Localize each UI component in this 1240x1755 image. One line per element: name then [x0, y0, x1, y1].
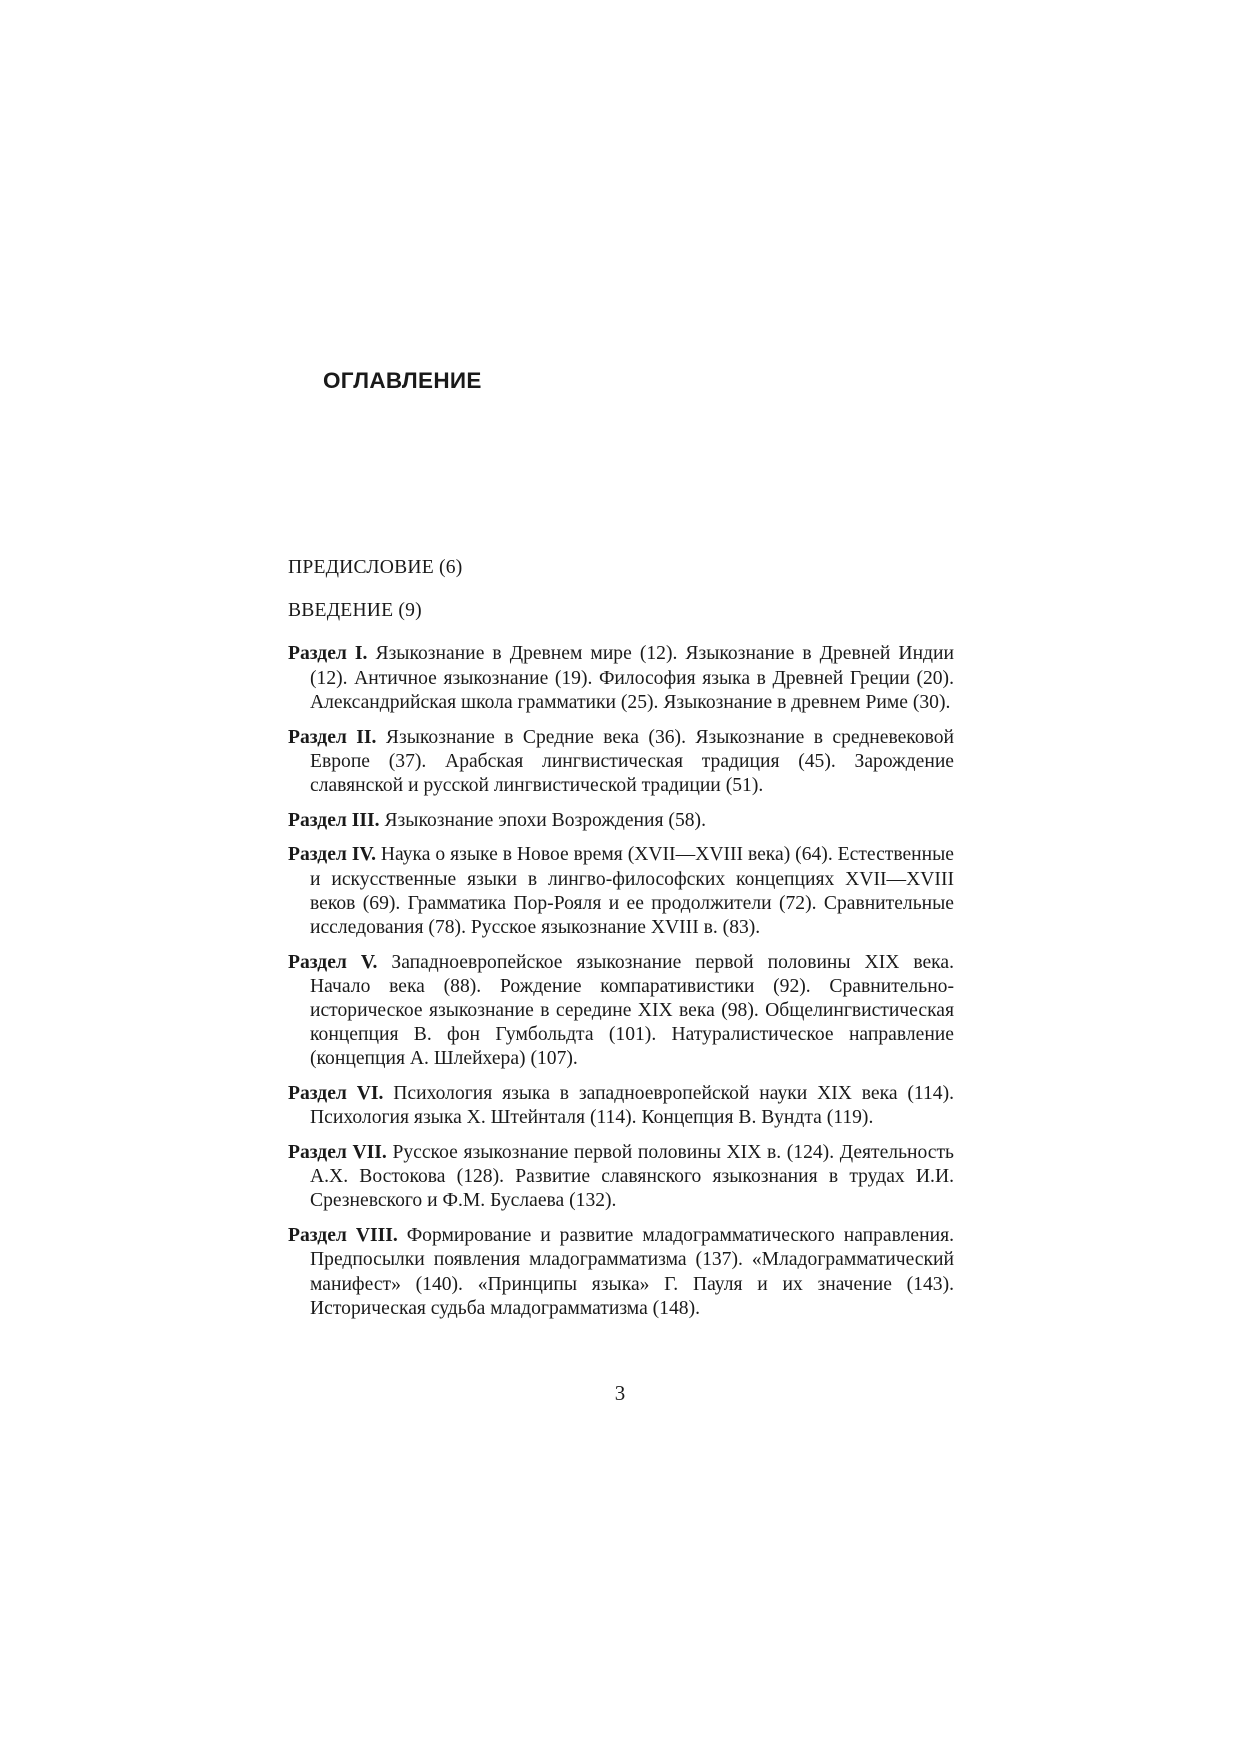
toc-section-3: [288, 809, 954, 833]
section-label: Раздел I.: [288, 643, 368, 665]
section-text: Языкознание в Древнем мире (12). Языкознание в Древней Индии (12). Античное языкознание (19). Философия языка в Древней Греции (20). Александрийская школа грамматики (25). Языкознание в древнем Риме (30).: [310, 643, 955, 713]
section-label: Раздел III.: [288, 809, 380, 831]
section-text: Наука о языке в Новое время (XVII—XVIII века) (64). Естественные и искусственные языки в лингво-философских концепциях XVII—XVIII веков (69). Грамматика Пор-Рояля и ее продолжители (72). Сравнительные исследования (78). Русское языкознание XVIII в. (83).: [310, 844, 954, 938]
page-number: 3: [614, 1381, 626, 1405]
section-label: Раздел II.: [288, 726, 377, 748]
section-text: Психология языка в западноевропейской науки XIX века (114). Психология языка Х. Штейнталя (114). Концепция В. Вундта (119).: [310, 1083, 954, 1129]
section-label: Раздел IV.: [288, 844, 376, 866]
toc-section-2: [288, 726, 954, 799]
toc-section-6: [288, 1082, 954, 1130]
section-label: Раздел VII.: [288, 1142, 387, 1164]
toc-section-1: [288, 642, 954, 715]
section-label: Раздел VI.: [288, 1083, 384, 1105]
section-text: Языкознание эпохи Возрождения (58).: [384, 809, 706, 831]
section-text: Языкознание в Средние века (36). Языкознание в средневековой Европе (37). Арабская лингвистическая традиция (45). Зарождение славянской и русской лингвистической традиции (51).: [310, 726, 955, 796]
section-text: Западноевропейское языкознание первой половины XIX века. Начало века (88). Рождение компаративистики (92). Сравнительно-историческое языкознание в середине XIX века (98). Общелингвистическая концепция В. фон Гумбольдта (101). Натуралистическое направление (концепция А. Шлейхера) (107).: [310, 951, 954, 1070]
section-label: Раздел VIII.: [288, 1225, 398, 1247]
toc-preface: ПРЕДИСЛОВИЕ (6): [288, 557, 463, 578]
section-text: Формирование и развитие младограмматического направления. Предпосылки появления младограмматизма (137). «Младограмматический манифест» (140). «Принципы языка» Г. Пауля и их значение (143). Историческая судьба младограмматизма (148).: [310, 1225, 954, 1319]
toc-introduction: ВВЕДЕНИЕ (9): [288, 600, 422, 622]
page-title: ОГЛАВЛЕНИЕ: [323, 368, 482, 393]
section-label: Раздел V.: [288, 951, 378, 973]
toc-section-7: [288, 1141, 954, 1214]
toc-section-4: [288, 843, 954, 940]
section-text: Русское языкознание первой половины XIX в. (124). Деятельность А.Х. Востокова (128). Развитие славянского языкознания в трудах И.И. Срезневского и Ф.М. Буслаева (132).: [310, 1142, 954, 1212]
toc-section-8: [288, 1224, 954, 1321]
toc-section-5: [288, 951, 954, 1072]
table-of-contents: [288, 556, 954, 1331]
